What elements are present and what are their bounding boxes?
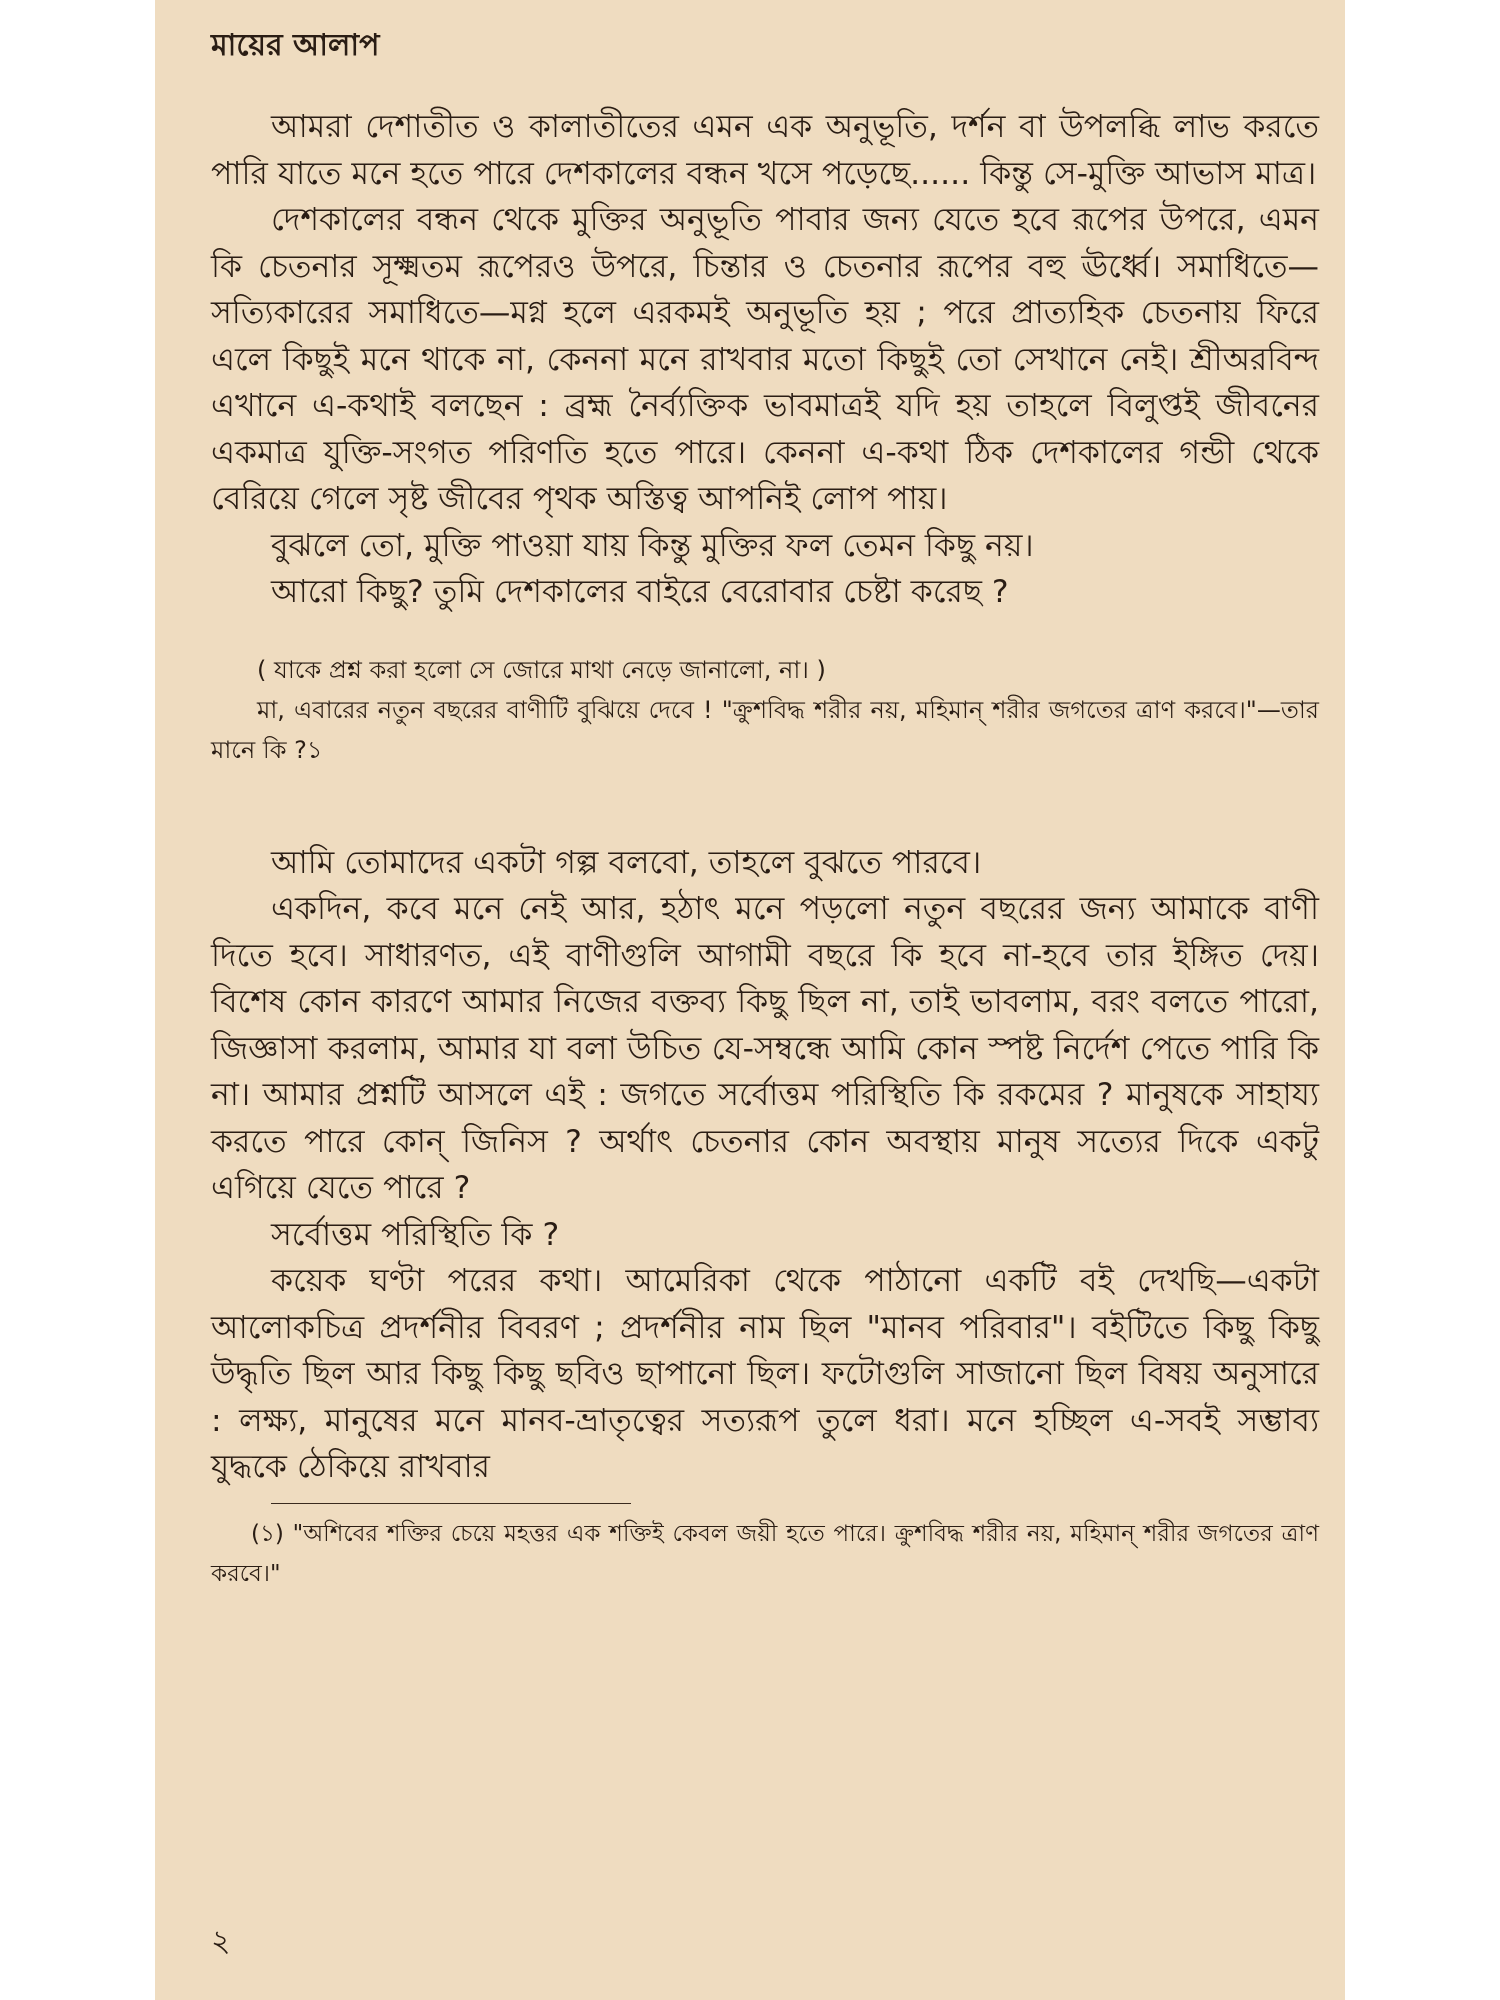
spacer <box>211 616 1319 650</box>
paragraph-5: আমি তোমাদের একটা গল্প বলবো, তাহলে বুঝতে পারবে। <box>271 844 982 881</box>
paragraph-6: একদিন, কবে মনে নেই আর, হঠাৎ মনে পড়লো নতুন বছরের জন্য আমাকে বাণী দিতে হবে। সাধারণত, এই বাণীগুলি আগামী বছরে কি হবে না-হবে তার ইঙ্গিত দেয়। বিশেষ কোন কারণে আমার নিজের বক্তব্য কিছু ছিল না, তাই ভাবলাম, বরং বলতে পারো, জিজ্ঞাসা করলাম, আমার যা বলা উচিত যে-সম্বন্ধে আমি কোন স্পষ্ট নির্দেশ পেতে পারি কি না। আমার প্রশ্নটি আসলে এই : জগতে সর্বোত্তম পরিস্থিতি কি রকমের ? মানুষকে সাহায্য করতে পারে কোন্ জিনিস ? অর্থাৎ চেতনার কোন অবস্থায় মানুষ সত্যের দিকে একটু এগিয়ে যেতে পারে ? <box>211 891 1319 1206</box>
footnote: (১) "অশিবের শক্তির চেয়ে মহত্তর এক শক্তিই কেবল জয়ী হতে পারে। ক্রুশবিদ্ধ শরীর নয়, মহিমান্ শরীর জগতের ত্রাণ করবে।" <box>211 1520 1319 1587</box>
paragraph-3: বুঝলে তো, মুক্তি পাওয়া যায় কিন্তু মুক্তির ফল তেমন কিছু নয়। <box>271 527 1034 564</box>
footnote-divider <box>271 1503 631 1504</box>
page-number: ২ <box>211 1924 231 1959</box>
paragraph-1: আমরা দেশাতীত ও কালাতীতের এমন এক অনুভূতি, দর্শন বা উপলব্ধি লাভ করতে পারি যাতে মনে হতে পারে দেশকালের বন্ধন খসে পড়েছে...... কিন্তু সে-মুক্তি আভাস মাত্র। <box>211 109 1319 192</box>
paragraph-2: দেশকালের বন্ধন থেকে মুক্তির অনুভূতি পাবার জন্য যেতে হবে রূপের উপরে, এমন কি চেতনার সূক্ষ্মতম রূপেরও উপরে, চিন্তার ও চেতনার রূপের বহু ঊর্ধ্বে। সমাধিতে—সত্যিকারের সমাধিতে—মগ্ন হলে এরকমই অনুভূতি হয় ; পরে প্রাত্যহিক চেতনায় ফিরে এলে কিছুই মনে থাকে না, কেননা মনে রাখবার মতো কিছুই তো সেখানে নেই। শ্রীঅরবিন্দ এখানে এ-কথাই বলছেন : ব্রহ্ম নৈর্ব্যক্তিক ভাবমাত্রই যদি হয় তাহলে বিলুপ্তই জীবনের একমাত্র যুক্তি-সংগত পরিণতি হতে পারে। কেননা এ-কথা ঠিক দেশকালের গন্ডী থেকে বেরিয়ে গেলে সৃষ্ট জীবের পৃথক অস্তিত্ব আপনিই লোপ পায়। <box>211 202 1319 517</box>
running-header: মায়ের আলাপ <box>211 28 380 63</box>
paragraph-4: আরো কিছু? তুমি দেশকালের বাইরে বেরোবার চেষ্টা করেছ ? <box>271 574 1009 610</box>
question-text: মা, এবারের নতুন বছরের বাণীটি বুঝিয়ে দেবে ! "ক্রুশবিদ্ধ শরীর নয়, মহিমান্ শরীর জগতের ত্রাণ করবে।"—তার মানে কি ?১ <box>211 695 1319 764</box>
book-page <box>155 0 1345 2000</box>
spacer <box>211 770 1319 840</box>
paragraph-8: কয়েক ঘণ্টা পরের কথা। আমেরিকা থেকে পাঠানো একটি বই দেখছি—একটা আলোকচিত্র প্রদর্শনীর বিবরণ ; প্রদর্শনীর নাম ছিল "মানব পরিবার"। বইটিতে কিছু কিছু উদ্ধৃতি ছিল আর কিছু কিছু ছবিও ছাপানো ছিল। ফটোগুলি সাজানো ছিল বিষয় অনুসারে : লক্ষ্য, মানুষের মনে মানব-ভ্রাতৃত্বের সত্যরূপ তুলে ধরা। মনে হচ্ছিল এ-সবই সম্ভাব্য যুদ্ধকে ঠেকিয়ে রাখবার <box>211 1263 1319 1485</box>
stage-direction: ( যাকে প্রশ্ন করা হলো সে জোরে মাথা নেড়ে জানালো, না। ) <box>257 655 826 684</box>
paragraph-7: সর্বোত্তম পরিস্থিতি কি ? <box>271 1216 560 1253</box>
